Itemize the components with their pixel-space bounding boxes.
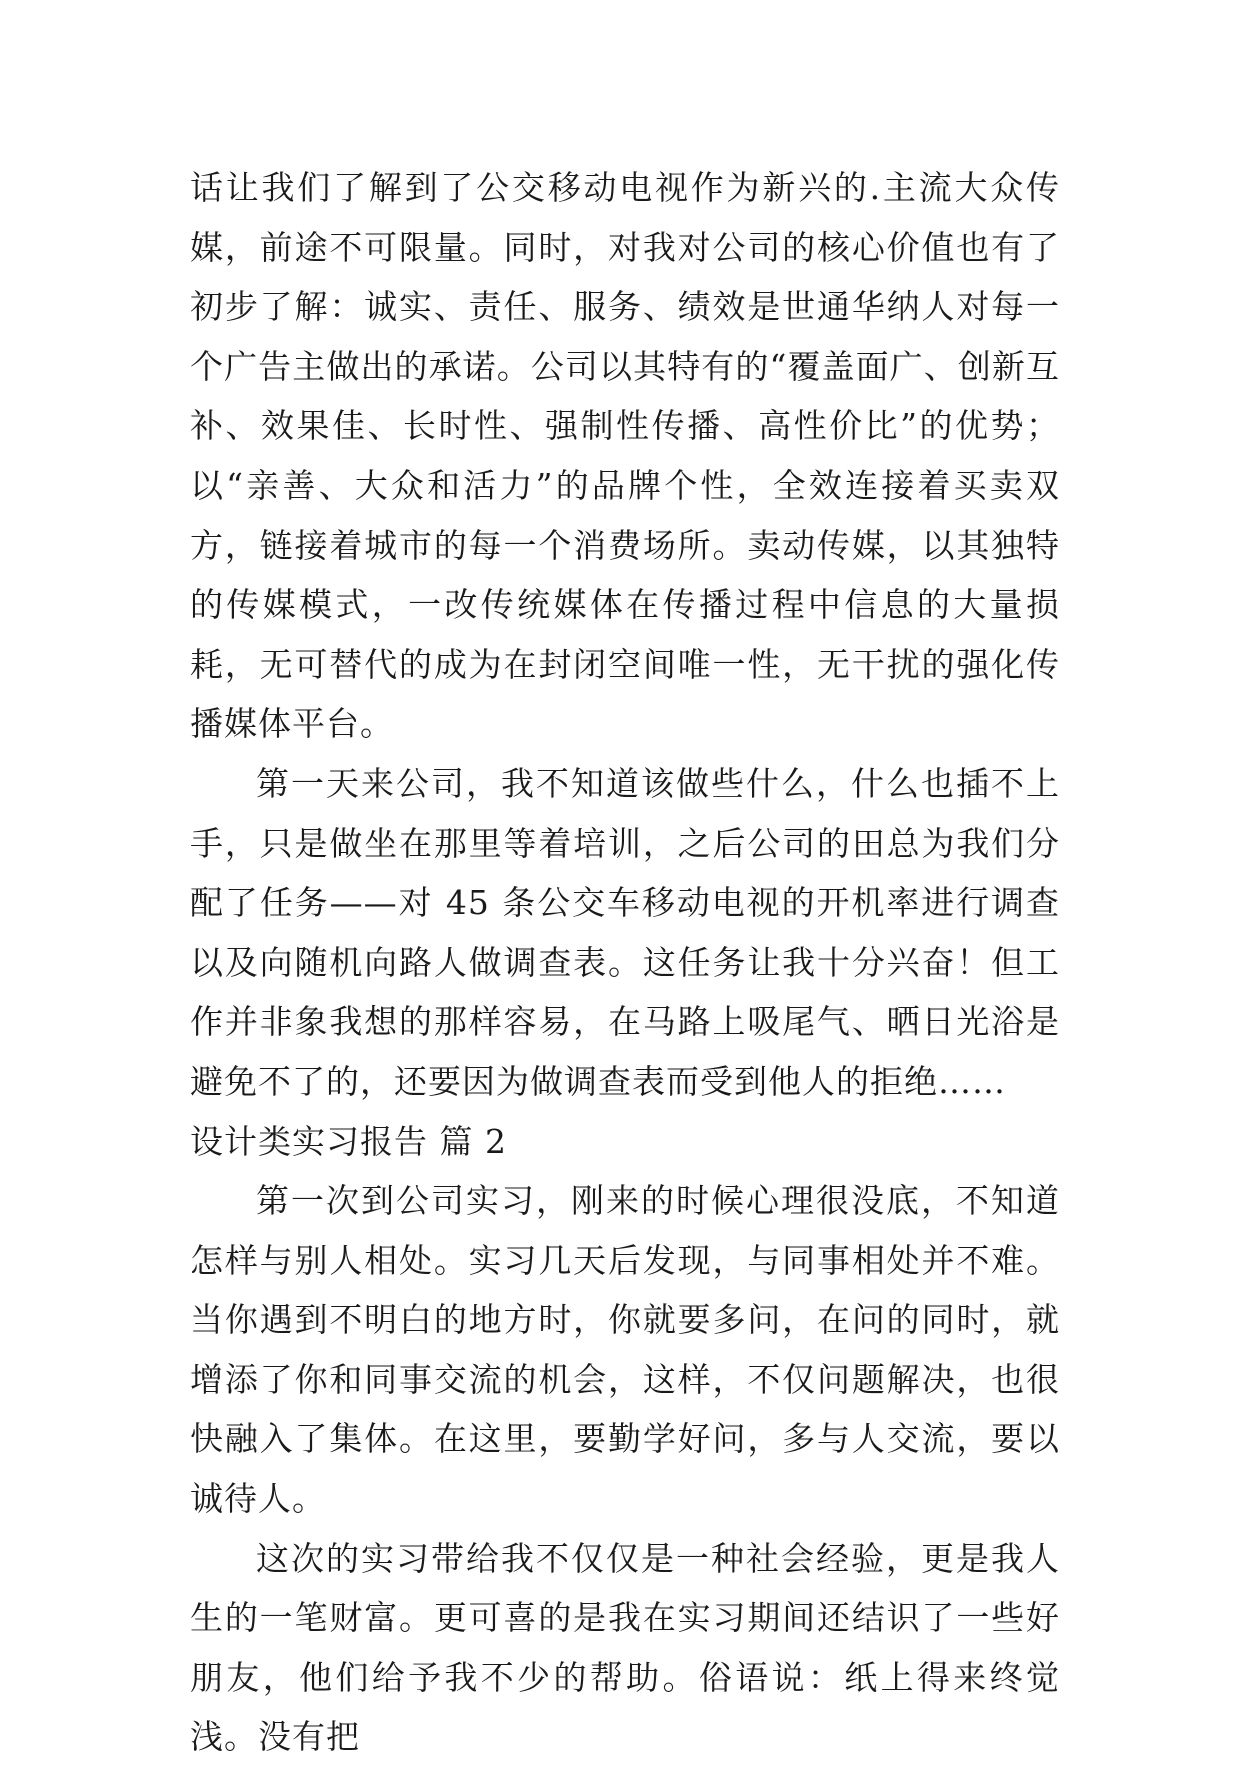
paragraph-3: 第一次到公司实习，刚来的时候心理很没底，不知道怎样与别人相处。实习几天后发现，与同事相处并不难。当你遇到不明白的地方时，你就要多问，在问的同时，就增添了你和同事交流的机会，这样，不仅问题解决，也很快融入了集体。在这里，要勤学好问，多与人交流，要以诚待人。 (190, 1181, 1060, 1519)
paragraph-1: 话让我们了解到了公交移动电视作为新兴的.主流大众传媒，前途不可限量。同时，对我对公司的核心价值也有了初步了解：诚实、责任、服务、绩效是世通华纳人对每一个广告主做出的承诺。公司以其特有的“覆盖面广、创新互补、效果佳、长时性、强制性传播、高性价比”的优势；以“亲善、大众和活力”的品牌个性，全效连接着买卖双方，链接着城市的每一个消费场所。卖动传媒，以其独特的传媒模式，一改传统媒体在传播过程中信息的大量损耗，无可替代的成为在封闭空间唯一性，无干扰的强化传播媒体平台。 (190, 168, 1060, 744)
section-heading: 设计类实习报告 篇 2 (190, 1121, 507, 1161)
paragraph-4: 这次的实习带给我不仅仅是一种社会经验，更是我人生的一笔财富。更可喜的是我在实习期间还结识了一些好朋友，他们给予我不少的帮助。俗语说：纸上得来终觉浅。没有把 (190, 1538, 1060, 1757)
document-body (190, 158, 1060, 1767)
paragraph-2: 第一天来公司，我不知道该做些什么，什么也插不上手，只是做坐在那里等着培训，之后公司的田总为我们分配了任务——对 45 条公交车移动电视的开机率进行调查以及向随机向路人做调查表。这任务让我十分兴奋！但工作并非象我想的那样容易，在马路上吸尾气、晒日光浴是避免不了的，还要因为做调查表而受到他人的拒绝…… (190, 763, 1060, 1101)
